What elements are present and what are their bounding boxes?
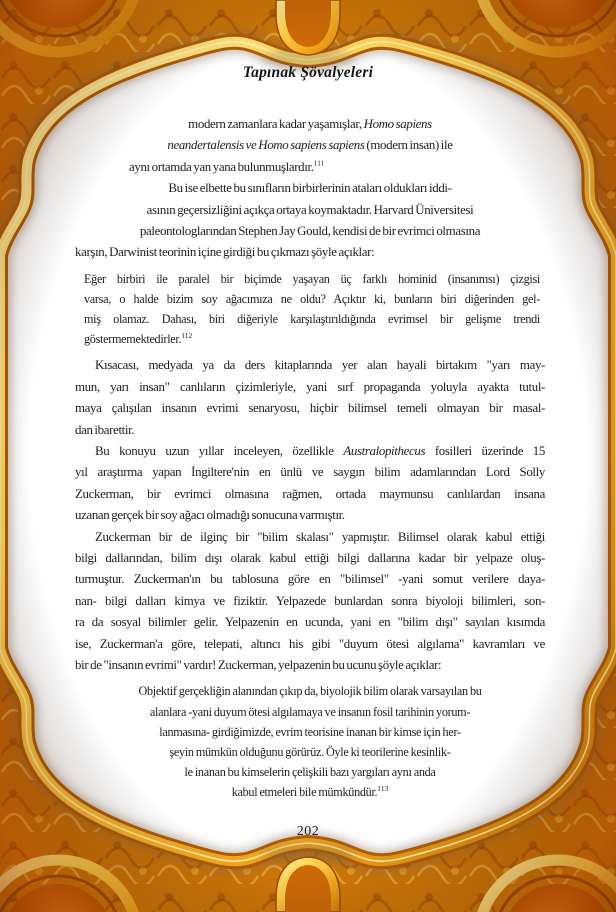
italic-term: neandertalensis ve Homo sapiens sapiens [167, 138, 365, 153]
italic-term: Australopithecus [343, 444, 426, 459]
quote-line: varsa, o halde bizim soy ağacımıza ne oldu? Açıktır ki, bunların biri diğerinden gel- [84, 291, 540, 306]
quote-line: alanlara -yani duyum ötesi algılamaya ve insanın fosil tarihinin yorum- [149, 704, 471, 719]
paragraph-line: Bu ise elbette bu sınıfların birbirlerinin ataları oldukları iddi- [168, 181, 452, 196]
quote-line: lanmasına- girdiğimizde, evrim teorisine inanan bir kimse için her- [159, 724, 461, 739]
paragraph-line: bilgi dallarından, bilim dışı olarak kabul ettiği bilgi dallarına kadar bir yelpaze oluş- [75, 551, 545, 565]
text-segment: kabul etmeleri bile mümkündür. [231, 785, 378, 800]
block-quote [84, 269, 540, 350]
paragraph-line: uzanan gerçek bir soy ağacı olmadığı sonucuna varmıştır. [75, 508, 345, 523]
quote-line [75, 782, 545, 802]
paragraph-line: Zuckerman, bir evrimci olmasına rağmen, ortada maymunsu canlılardan insana [75, 486, 545, 501]
quote-line [84, 329, 540, 349]
paragraph-line [75, 157, 545, 178]
text-segment: modern zamanlara kadar yaşamışlar, [188, 117, 364, 131]
paragraph-line: ise, Zuckerman'a göre, telepati, altıncı his gibi "duyum ötesi algılama" kavramları ve [75, 636, 545, 651]
paragraph-line [75, 441, 545, 462]
paragraph-line: mun, yarı insan" canlıların çizimleriyle, yani sırf propaganda yoluyla ayakta tutul- [75, 379, 545, 394]
page-number: 202 [296, 824, 320, 839]
paragraph-line: Zuckerman bir de ilginç bir "bilim skalası" yapmıştır. Bilimsel olarak kabul ettiği [95, 529, 545, 544]
paragraph-line [75, 114, 545, 135]
paragraph-line: paleontologlarından Stephen Jay Gould, kendisi de bir evrimci olmasına [139, 223, 481, 238]
paragraph-line: maya çalışılan insanın evrimi senaryosu, hiçbir bilimsel temeli olmayan bir masal- [75, 401, 545, 416]
quote-line: miş olamaz. Dahası, biri diğeriyle karşılaştırıldığında evrimsel bir gelişme trendi [84, 312, 540, 327]
text-segment: göstermemektedirler. [84, 332, 182, 347]
paragraph-line: bir de "insanın evrimi" vardır! Zuckerman, yelpazenin bu ucunu şöyle açıklar: [75, 657, 442, 672]
quote-line: Objektif gerçekliğin alanından çıkıp da, biyolojik bilim olarak varsayılan bu [138, 684, 482, 699]
paragraph-line: asının geçersizliğini açıkça ortaya koymaktadır. Harvard Üniversitesi [146, 202, 474, 217]
footnote-ref: 111 [313, 158, 325, 168]
block-quote [75, 681, 545, 802]
paragraph-line: ra da sosyal bilimler gelir. Yelpazenin en ucunda, yani en "bilim dışı" sayılan kısımda [75, 615, 545, 630]
italic-term: Homo sapiens [363, 117, 432, 131]
paragraph-line: yıl araştırma yapan İngiltere'nin en ünlü ve saygın bilim adamlarından Lord Solly [75, 465, 545, 480]
paragraph-line: nan- bilgi dalları kimya ve fiziktir. Yelpazede bunlardan sonra biyoloji bilimleri, son- [75, 593, 545, 608]
paragraph-line: karşın, Darwinist teorinin içine girdiği bu çıkmazı şöyle açıklar: [75, 245, 375, 260]
text-segment: (modern insan) ile [364, 138, 453, 153]
quote-line: le inanan bu kimselerin çelişkili bazı yargıları aynı anda [184, 765, 436, 780]
paragraph-line [75, 135, 545, 156]
running-header: Tapınak Şövalyeleri [242, 64, 374, 81]
paragraph-line: Kısacası, medyada ya da ders kitaplarında yer alan hayali birtakım "yarı may- [95, 358, 545, 373]
paragraph-line: turmuştur. Zuckerman'ın bu tablosuna göre en "bilimsel" -yani somut verilere daya- [75, 572, 545, 587]
text-segment: Bu konuyu uzun yıllar inceleyen, özellikle [95, 444, 344, 459]
text-segment: aynı ortamda yan yana bulunmuşlardır. [129, 159, 314, 174]
quote-line: şeyin mümkün olduğunu görürüz. Öyle ki teorilerine kesinlik- [169, 744, 451, 759]
text-segment: fosilleri üzerinde 15 [425, 444, 545, 459]
paragraph-line: dan ibarettir. [75, 422, 135, 437]
footnote-ref: 112 [181, 331, 193, 341]
body-text [75, 114, 545, 802]
quote-line: Eğer birbiri ile paralel bir biçimde yaşayan üç farklı hominid (insanımsı) çizgisi [84, 271, 540, 286]
footnote-ref: 113 [377, 784, 389, 794]
